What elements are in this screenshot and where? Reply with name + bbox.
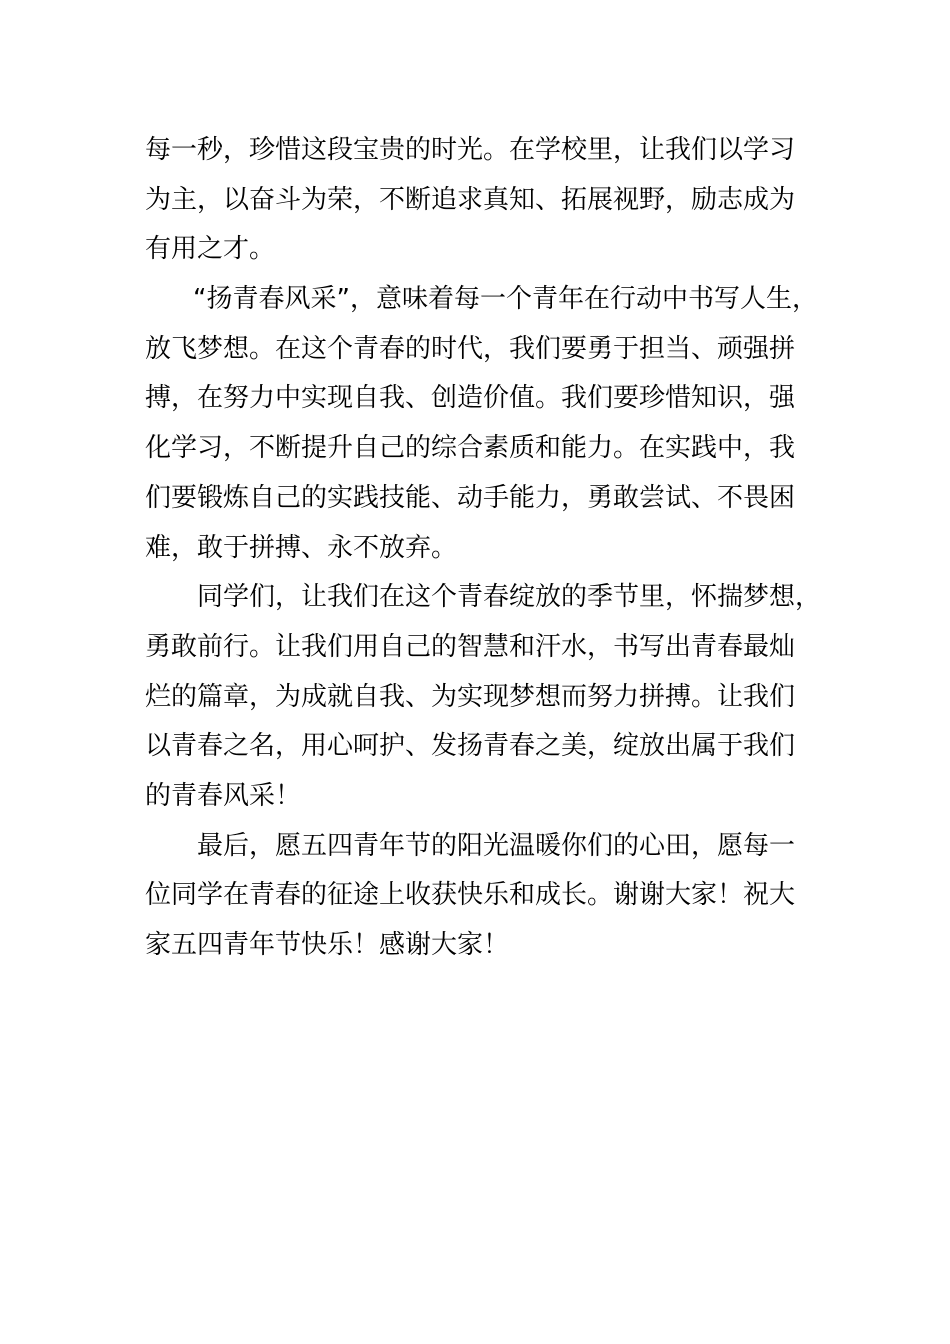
text-line: 家五四青年节快乐！感谢大家！: [145, 930, 510, 960]
text-line: 化学习，不断提升自己的综合素质和能力。在实践中，我: [145, 433, 796, 464]
paragraph-first-line: 同学们，让我们在这个青春绽放的季节里，怀揣梦想，: [197, 582, 822, 613]
paragraph-first-line: 最后，愿五四青年节的阳光温暖你们的心田，愿每一: [197, 830, 796, 861]
text-line: 有用之才。: [145, 234, 276, 265]
text-line: 以青春之名，用心呵护、发扬青春之美，绽放出属于我们: [145, 731, 796, 762]
text-line: 每一秒，珍惜这段宝贵的时光。在学校里，让我们以学习: [145, 135, 796, 165]
paragraph-first-line: “扬青春风采”，意味着每一个青年在行动中书写人生，: [193, 284, 818, 315]
text-line: 的青春风采！: [145, 780, 302, 811]
text-line: 搏，在努力中实现自我、创造价值。我们要珍惜知识，强: [145, 383, 796, 414]
text-line: 为主，以奋斗为荣，不断追求真知、拓展视野，励志成为: [145, 184, 796, 215]
text-line: 们要锻炼自己的实践技能、动手能力，勇敢尝试、不畏困: [145, 482, 796, 513]
text-line: 勇敢前行。让我们用自己的智慧和汗水，书写出青春最灿: [145, 631, 796, 662]
text-line: 难，敢于拼搏、永不放弃。: [145, 532, 458, 563]
document-body: [145, 126, 835, 971]
text-line: 位同学在青春的征途上收获快乐和成长。谢谢大家！祝大: [145, 880, 796, 911]
text-line: 放飞梦想。在这个青春的时代，我们要勇于担当、顽强拼: [145, 333, 796, 364]
text-line: 烂的篇章，为成就自我、为实现梦想而努力拼搏。让我们: [145, 681, 796, 712]
